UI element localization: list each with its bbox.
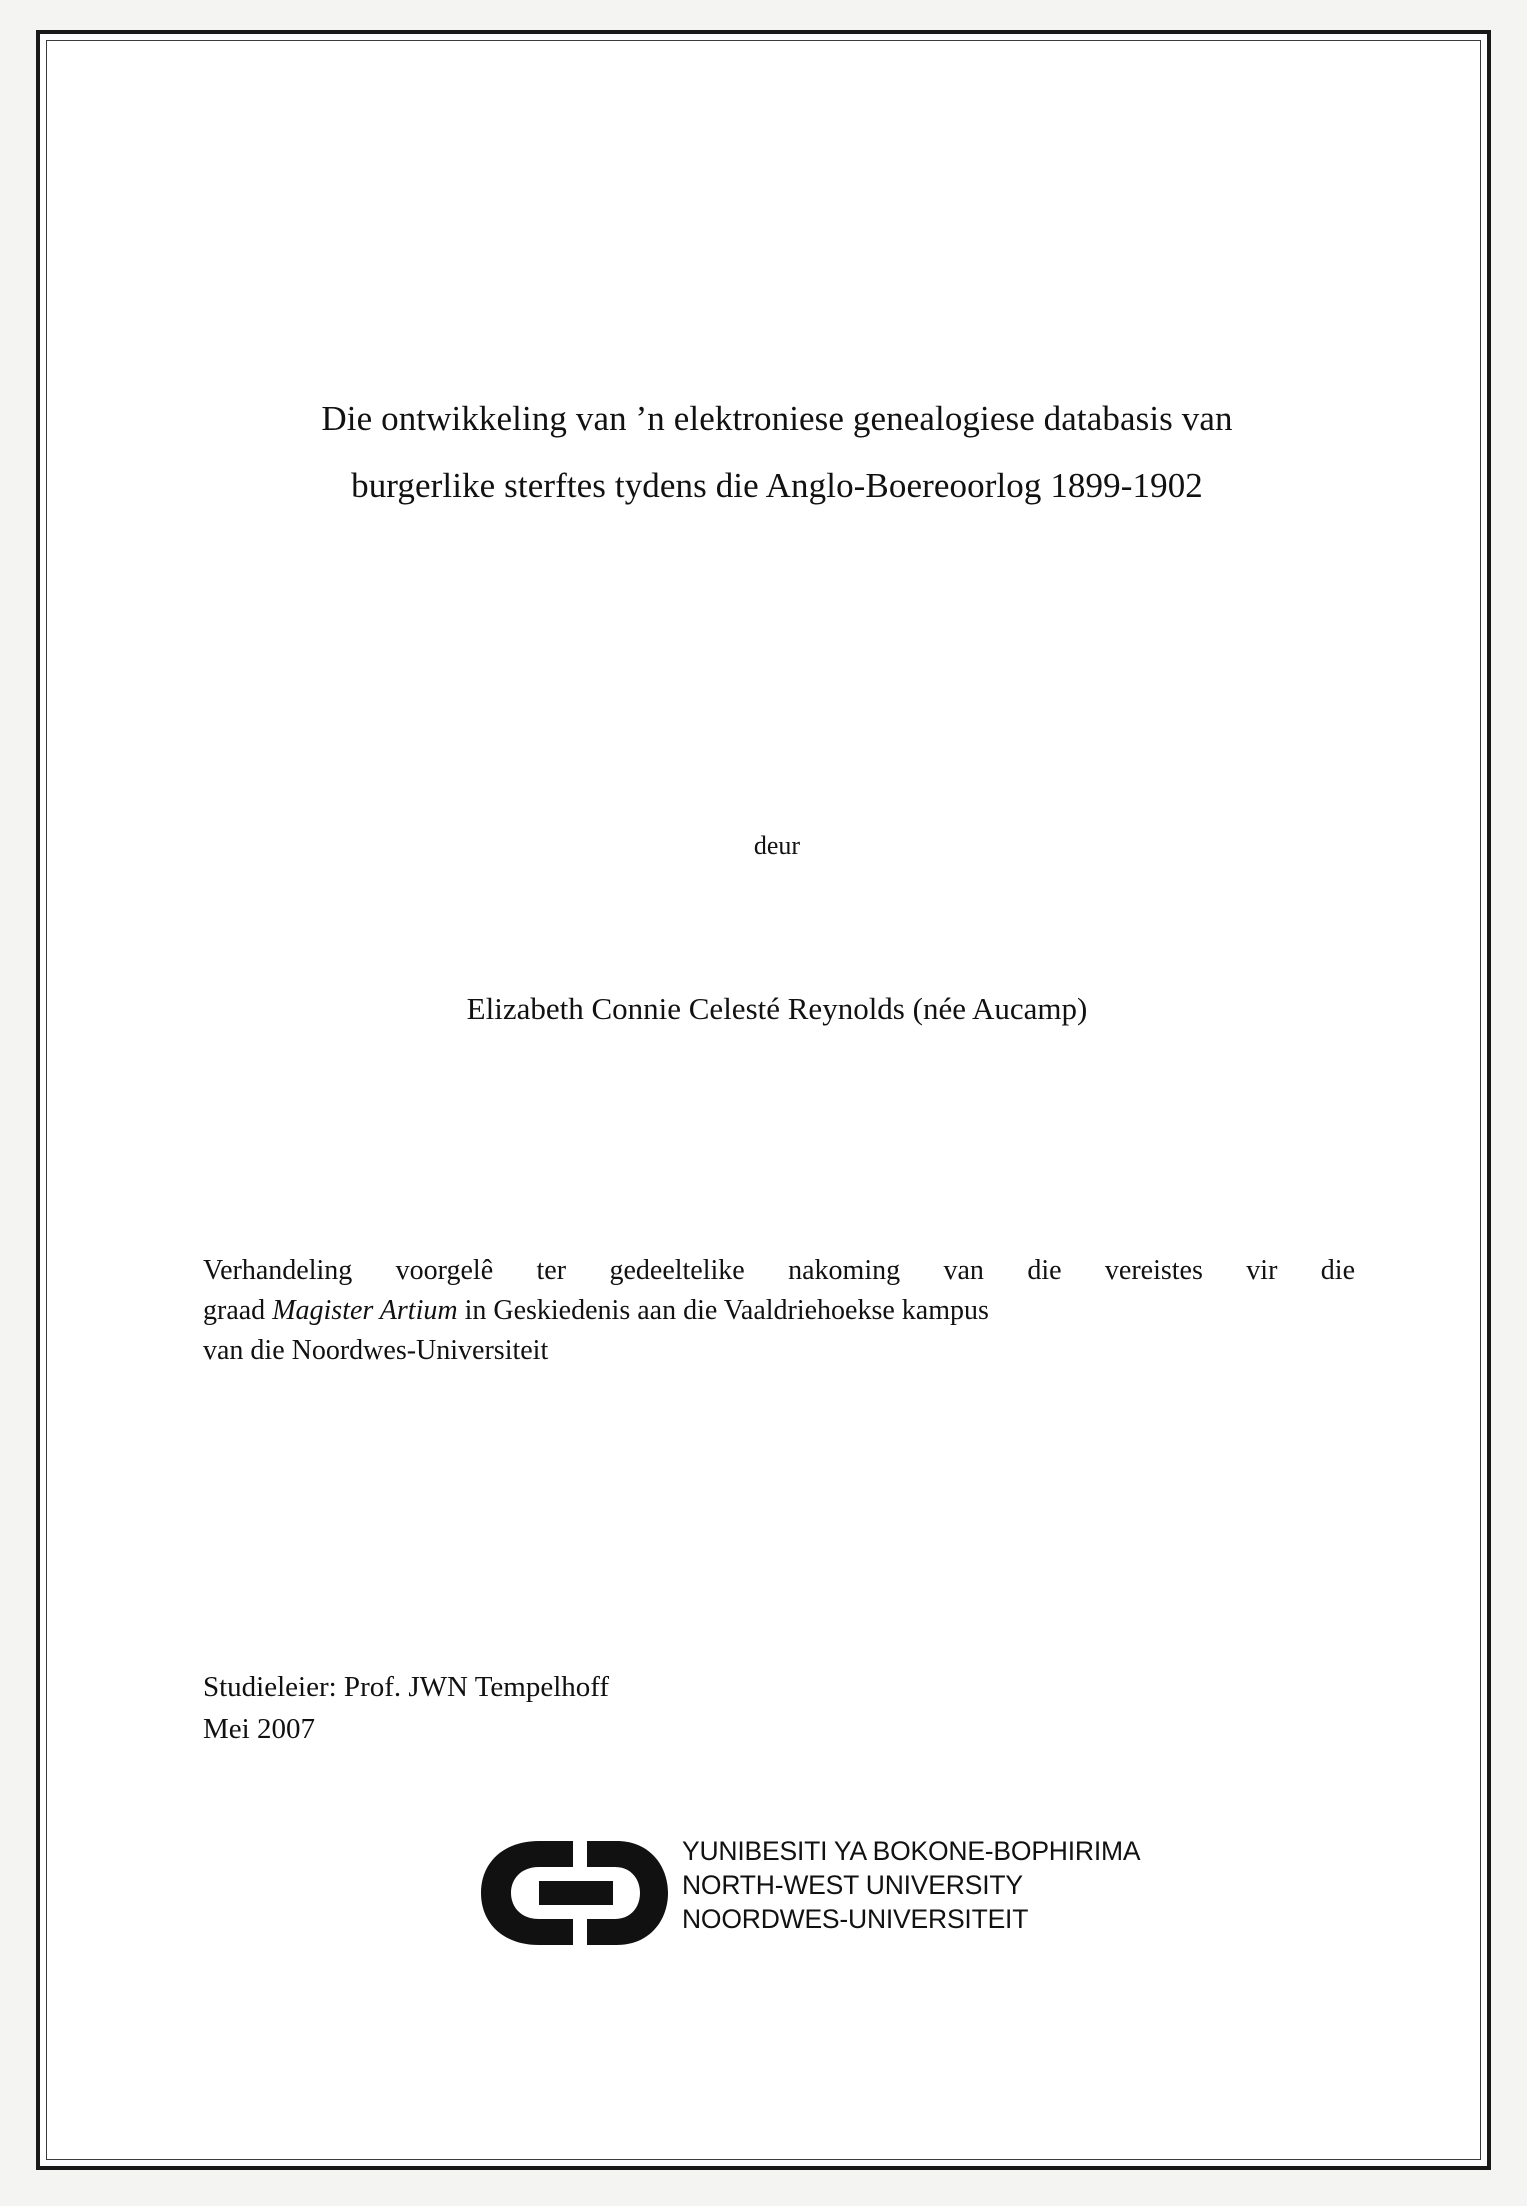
title-line-1: Die ontwikkeling van ’n elektroniese genealogiese databasis van <box>321 399 1233 438</box>
north-west-university-logo-icon <box>477 1837 672 1949</box>
logo-text-line-2: NORTH-WEST UNIVERSITY <box>682 1869 1023 1900</box>
supervisor-line: Studieleier: Prof. JWN Tempelhoff <box>203 1671 610 1703</box>
degree-name-italic: Magister Artium <box>272 1294 458 1326</box>
degree-statement-line-3: van die Noordwes-Universiteit <box>203 1334 549 1366</box>
university-logo <box>477 1831 1197 1961</box>
logo-text-line-1: YUNIBESITI YA BOKONE-BOPHIRIMA <box>682 1836 1141 1866</box>
date-line: Mei 2007 <box>203 1713 315 1746</box>
document-page <box>36 30 1491 2170</box>
title-page-content <box>197 41 1357 2159</box>
title-line-2: burgerlike sterftes tydens die Anglo-Boereoorlog 1899-1902 <box>351 465 1203 505</box>
degree-statement-line-2-prefix: graad <box>203 1294 273 1326</box>
logo-text-line-3: NOORDWES-UNIVERSITEIT <box>682 1903 1029 1934</box>
page-inner-border <box>46 40 1481 2160</box>
degree-statement-line-1: Verhandeling voorgelê ter gedeeltelike nakoming van die vereistes vir die <box>203 1255 1355 1286</box>
degree-statement <box>203 1251 1355 1370</box>
page-title <box>197 386 1357 519</box>
supervisor-and-date <box>203 1666 1103 1750</box>
degree-statement-line-2-suffix: in Geskiedenis aan die Vaaldriehoekse kampus <box>457 1294 989 1326</box>
by-label: deur <box>753 831 801 860</box>
degree-statement-line-2 <box>203 1291 1355 1331</box>
author-name: Elizabeth Connie Celesté Reynolds (née Aucamp) <box>466 991 1088 1026</box>
university-logo-text <box>682 1835 1140 1937</box>
